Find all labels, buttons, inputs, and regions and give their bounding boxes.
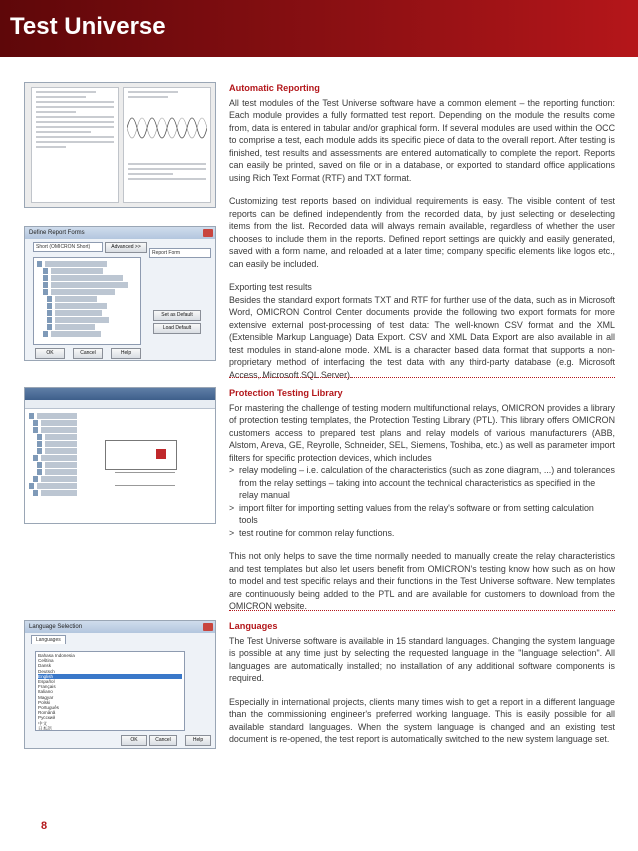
close-icon[interactable] — [203, 229, 213, 237]
divider — [229, 377, 615, 378]
language-list-item[interactable]: Deutsch — [38, 668, 55, 674]
ptl-section — [229, 387, 615, 624]
language-list-item[interactable]: Română — [38, 710, 56, 716]
help-button[interactable]: Help — [111, 348, 141, 359]
paragraph: Especially in international projects, clients many times wish to get a report in a different language than the commissioning engineer's preferred working language. This is easily possible for all available standard languages. When the system language is changed and an existing test document is re-opened, the test report is automatically switched to the new system language set. — [229, 696, 615, 744]
cancel-button[interactable]: Cancel — [73, 348, 103, 359]
language-list-item[interactable]: Español — [38, 679, 55, 685]
report-page-thumbnail — [31, 87, 119, 203]
list-item: > test routine for common relay functions. — [229, 527, 615, 540]
language-list-item[interactable]: Русский — [38, 715, 56, 721]
language-list-item[interactable]: Italiano — [38, 689, 53, 695]
navigation-tree[interactable] — [27, 410, 79, 520]
language-selection-window — [24, 620, 216, 749]
section-heading: Protection Testing Library — [229, 388, 343, 398]
language-list-item[interactable]: Ceština — [38, 658, 54, 664]
subheading: Exporting test results — [229, 282, 312, 292]
language-list-item[interactable]: Magyar — [38, 694, 54, 700]
report-items-tree[interactable] — [33, 257, 141, 345]
relay-diagram — [105, 440, 177, 470]
languages-section — [229, 620, 615, 757]
paragraph: The Test Universe software is available in 15 standard languages. Changing the system language is possible at any time just by selecting the requested language in the "language selection". All languages are automatically installed; no installation of any additional software components is required. — [229, 635, 615, 683]
window-title — [25, 388, 215, 400]
language-list-item[interactable]: Dansk — [38, 663, 52, 669]
toolbar[interactable] — [25, 400, 215, 409]
report-form-field[interactable]: Report Form — [149, 248, 211, 258]
list-item: > relay modeling – i.e. calculation of the characteristics (such as zone diagram, ...) and tolerances from the relay settings – taking into account the technical characteristics as specified in the relay manual — [229, 464, 615, 502]
report-preview-image — [24, 82, 216, 208]
waveform-graphic — [127, 103, 207, 153]
reporting-section — [229, 82, 615, 392]
ok-button[interactable]: OK — [121, 735, 147, 746]
language-list-item[interactable]: 中文 — [38, 720, 48, 726]
cancel-button[interactable]: Cancel — [149, 735, 177, 746]
window-title: Define Report Forms — [25, 227, 215, 239]
header-banner — [0, 0, 638, 57]
close-icon[interactable] — [203, 623, 213, 631]
help-button[interactable]: Help — [185, 735, 211, 746]
paragraph: Customizing test reports based on individual requirements is easy. The visible content of test reports can be defined independently from the recorded data, by just selecting or deselecting items from the list. Recorded data will always remain available, regardless of whether the user chooses to include them in the reports. Defined report settings are quickly and easily generated, saved with a form name, and reloaded at a later time; company specific elements like logos etc., can easily be included. — [229, 196, 615, 269]
load-default-button[interactable]: Load Default — [153, 323, 201, 334]
language-list-item[interactable]: English — [38, 674, 182, 679]
bullet-list — [229, 464, 615, 539]
language-list-item[interactable]: Polski — [38, 699, 51, 705]
window-title: Language Selection — [25, 621, 215, 633]
report-form-select[interactable]: Short (OMICRON Short) — [33, 242, 103, 252]
paragraph: All test modules of the Test Universe software have a common element – the reporting function: Each module provides a fully formatted test report. Depending on the module the results come from, data is entered in tabular and/or graphical form. If several modules are used within the OCC to comprise a test, each module adds its specific piece of data to the overall report. After testing is finished, test results and assessments are entered automatically to complete the report. Reports can easily be printed, saved on file or in a database, or exported to standard office applications using Rich Text Format (RTF) and TXT format. — [229, 97, 615, 183]
language-list-item[interactable]: Bahasa Indonesia — [38, 653, 75, 658]
ptl-application-window — [24, 387, 216, 524]
page-number: 8 — [41, 820, 48, 832]
relay-diagram-lower — [115, 472, 175, 486]
language-list-item[interactable]: 日本語 — [38, 725, 52, 731]
ok-button[interactable]: OK — [35, 348, 65, 359]
list-item: > import filter for importing setting values from the relay's software or from setting calculation tools — [229, 502, 615, 527]
paragraph: Besides the standard export formats TXT and RTF for further use of the data, such as in Microsoft Word, OMICRON Control Center documents provide the following two export formats for more extensive external post-processing of test data: The well-known CSV format and the XML (Extensible Markup Language) Data Export. CSV and XML Data Export are also available in all test modules in stand-alone mode. XML is a character based data format that supports a non-proprietary method of interfacing the test data with any third-party database (e.g. Microsoft Access, Microsoft SQL Server). — [229, 294, 615, 380]
set-default-button[interactable]: Set as Default — [153, 310, 201, 321]
divider — [229, 610, 615, 611]
paragraph: For mastering the challenge of testing modern multifunctional relays, OMICRON provides a library of protection testing templates, the Protection Testing Library (PTL). This library offers OMICRON customers access to prepared test plans and relay models of various manufacturers (ABB, Alstom, Areva, GE, Reyrolle, Schneider, SEL, Siemens, Toshiba, etc.) as well as parameter import filters for specific protection devices, which includes — [229, 402, 615, 463]
language-list-item[interactable]: Français — [38, 684, 56, 690]
section-heading: Automatic Reporting — [229, 83, 320, 93]
define-report-forms-window — [24, 226, 216, 361]
page-title: Test Universe — [10, 13, 166, 40]
language-list-item[interactable]: Português — [38, 705, 59, 711]
paragraph: This not only helps to save the time normally needed to manually create the relay characteristics and test templates but also let users benefit from OMICRON's testing know how such as on how to model and test specific relays and their functions in the Test Universe software. New templates are continuously being added to the PTL and are available for customers to download from the OMICRON website. — [229, 551, 615, 611]
advanced-button[interactable]: Advanced >> — [105, 242, 147, 253]
tab-languages[interactable]: Languages — [31, 635, 66, 644]
section-heading: Languages — [229, 621, 278, 631]
report-page-thumbnail — [123, 87, 211, 203]
language-list[interactable] — [35, 651, 185, 731]
